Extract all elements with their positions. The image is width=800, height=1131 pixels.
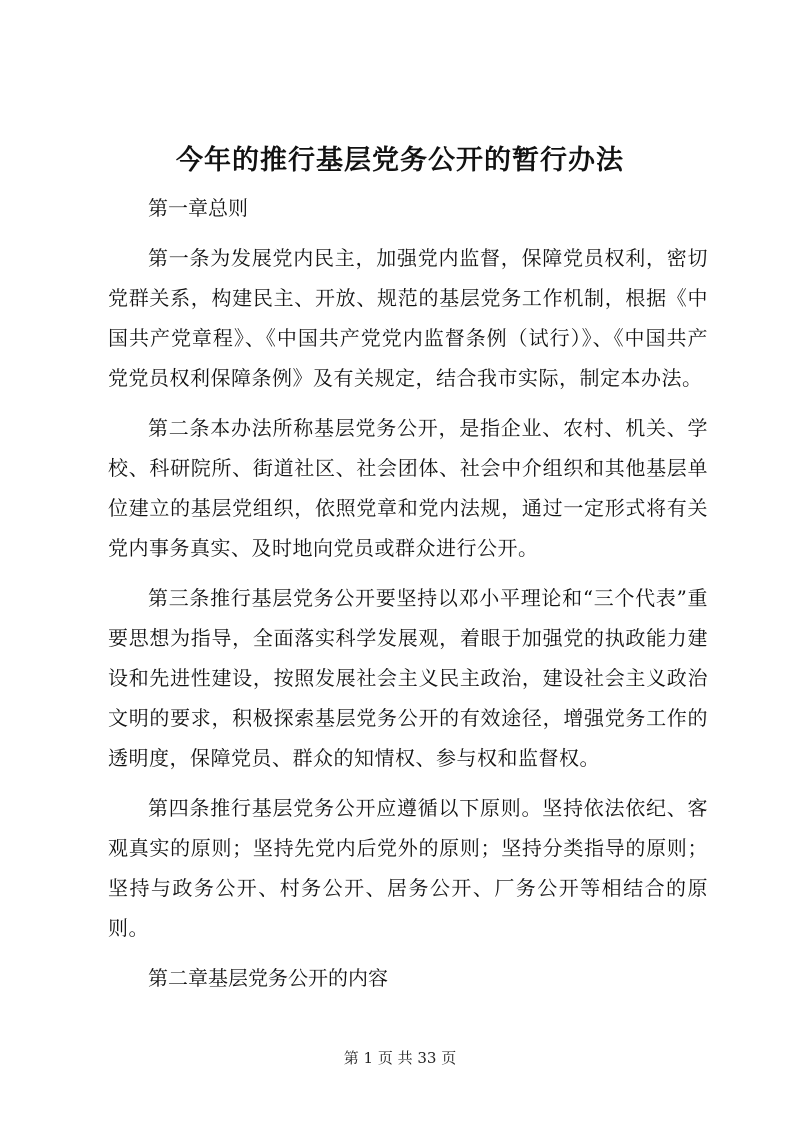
article-4-paragraph: 第四条推行基层党务公开应遵循以下原则。坚持依法依纪、客观真实的原则；坚持先党内后党外的原则；坚持分类指导的原则；坚持与政务公开、村务公开、居务公开、厂务公开等相结合的原则。 bbox=[108, 796, 708, 940]
article-3-paragraph: 第三条推行基层党务公开要坚持以邓小平理论和“三个代表”重要思想为指导，全面落实科学发展观，着眼于加强党的执政能力建设和先进性建设，按照发展社会主义民主政治，建设社会主义政治文明的要求，积极探索基层党务公开的有效途径，增强党务工作的透明度，保障党员、群众的知情权、参与权和监督权。 bbox=[108, 586, 708, 770]
document-title: 今年的推行基层党务公开的暂行办法 bbox=[176, 145, 624, 176]
chapter-heading-2: 第二章基层党务公开的内容 bbox=[148, 966, 388, 990]
page-number: 第 1 页 共 33 页 bbox=[343, 1049, 457, 1067]
article-1-paragraph: 第一条为发展党内民主，加强党内监督，保障党员权利，密切党群关系，构建民主、开放、规范的基层党务工作机制，根据《中国共产党章程》、《中国共产党党内监督条例（试行）》、《中国共产党党员权利保障条例》及有关规定，结合我市实际，制定本办法。 bbox=[108, 246, 708, 390]
document-body bbox=[108, 188, 708, 998]
chapter-heading-1: 第一章总则 bbox=[148, 196, 248, 220]
article-2-paragraph: 第二条本办法所称基层党务公开，是指企业、农村、机关、学校、科研院所、街道社区、社会团体、社会中介组织和其他基层单位建立的基层党组织，依照党章和党内法规，通过一定形式将有关党内事务真实、及时地向党员或群众进行公开。 bbox=[108, 416, 708, 560]
